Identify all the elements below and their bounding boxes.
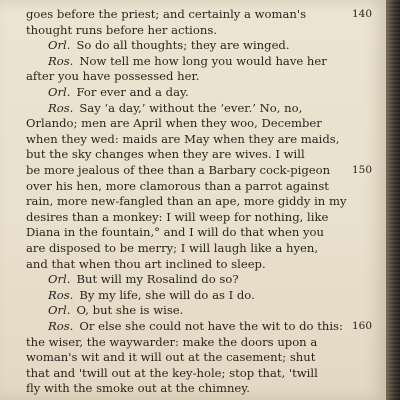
text-line: desires than a monkey: I will weep for nothing, like xyxy=(26,209,329,224)
dialogue-line xyxy=(48,302,348,318)
text-line: when they wed: maids are May when they are maids, xyxy=(26,131,340,146)
speech: But will my Rosalind do so? xyxy=(76,272,239,287)
text-line: goes before the priest; and certainly a woman's xyxy=(26,7,307,21)
dialogue-line xyxy=(48,37,348,53)
speech: So do all thoughts; they are winged. xyxy=(76,38,290,53)
speech: Now tell me how long you would have her xyxy=(79,53,327,68)
line-number: 150 xyxy=(352,164,373,176)
speech: Or else she could not have the wit to do this: xyxy=(79,319,343,333)
text-line: the wiser, the waywarder: make the doors upon a xyxy=(26,334,318,349)
speaker: Orl. xyxy=(48,38,71,53)
dialogue-line xyxy=(48,53,348,69)
speaker: Orl. xyxy=(48,272,71,287)
speaker: Ros. xyxy=(48,319,74,333)
text-line: are disposed to be merry; I will laugh like a hyen, xyxy=(26,241,319,255)
page-edge-texture xyxy=(388,0,400,400)
text-line: woman's wit and it will out at the casement; shut xyxy=(26,350,316,365)
text-line: Diana in the fountain,° and I will do that when you xyxy=(26,225,324,240)
speaker: Ros. xyxy=(48,100,74,115)
dialogue-line xyxy=(48,287,348,303)
speech: Say ‘a day,’ without the ‘ever.’ No, no, xyxy=(79,100,303,115)
dialogue-line xyxy=(48,318,348,334)
text-line: that and 'twill out at the key-hole; stop that, 'twill xyxy=(26,365,318,380)
dialogue-line xyxy=(48,100,348,116)
text-line: be more jealous of thee than a Barbary cock-pigeon xyxy=(26,163,331,177)
speaker: Ros. xyxy=(48,287,74,302)
dialogue-line xyxy=(48,84,348,100)
text-line: thought runs before her actions. xyxy=(26,22,217,37)
text-line: over his hen, more clamorous than a parrot against xyxy=(26,178,329,193)
text-line: but the sky changes when they are wives. I will xyxy=(26,147,305,162)
text-line: Orlando; men are April when they woo, December xyxy=(26,116,322,131)
text-line: after you have possessed her. xyxy=(26,69,200,84)
line-number: 160 xyxy=(352,320,373,332)
speech: By my life, she will do as I do. xyxy=(79,287,255,302)
text-line: fly with the smoke out at the chimney. xyxy=(26,381,250,396)
speaker: Orl. xyxy=(48,85,71,99)
speech: For ever and a day. xyxy=(76,85,189,99)
speaker: Orl. xyxy=(48,303,71,318)
text-line: and that when thou art inclined to sleep. xyxy=(26,256,266,271)
speech: O, but she is wise. xyxy=(76,303,184,318)
dialogue-line xyxy=(48,271,348,287)
speaker: Ros. xyxy=(48,53,74,68)
line-number: 140 xyxy=(352,8,373,20)
text-line: rain, more new-fangled than an ape, more giddy in my xyxy=(26,194,347,209)
